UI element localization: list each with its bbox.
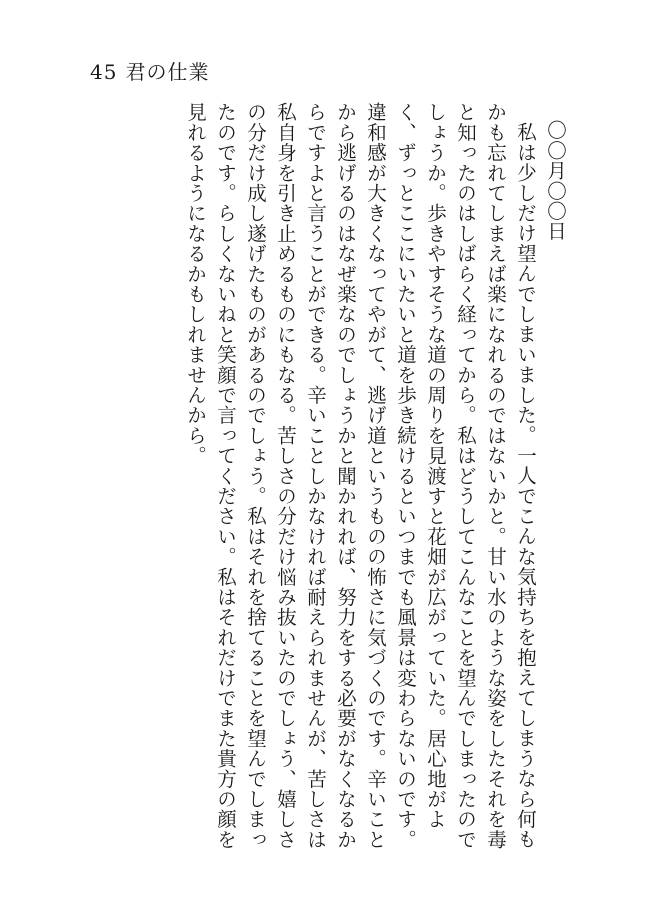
body-paragraph: 私は少しだけ望んでしまいました。一人でこんな気持ちを抱えてしまうなら何もかも忘れてしまえば楽になれるのではないかと。甘い水のような姿をしたそれを毒と知ったのはしばらく経ってから。私はどうしてこんなことを望んでしまったのでしょうか。歩きやすそうな道の周りを見渡すと花畑が広がっていた。居心地がよく、ずっとここにいたいと道を歩き続けるといつまでも風景は変わらないのです。違和感が大きくなってやがて、逃げ道というものの怖さに気づくのです。辛いことから逃げるのはなぜ楽なのでしょうかと聞かれれば、努力をする必要がなくなるからですよと言うことができる。辛いことしかなければ耐えられませんが、苦しさは私自身を引き止めるものにもなる。苦しさの分だけ悩み抜いたのでしょう、嬉しさの分だけ成し遂げたものがあるのでしょう。私はそれを捨てることを望んでしまったのです。らしくないねと笑顔で言ってください。私はそれだけでまた貴方の顔を見れるようになるかもしれませんから。 [184, 102, 537, 850]
date-line: 〇〇月〇〇日 [544, 119, 567, 241]
chapter-number: 45 [90, 60, 118, 84]
vertical-body-text [184, 102, 570, 862]
page-header [90, 60, 209, 84]
chapter-title: 君の仕業 [125, 60, 210, 84]
